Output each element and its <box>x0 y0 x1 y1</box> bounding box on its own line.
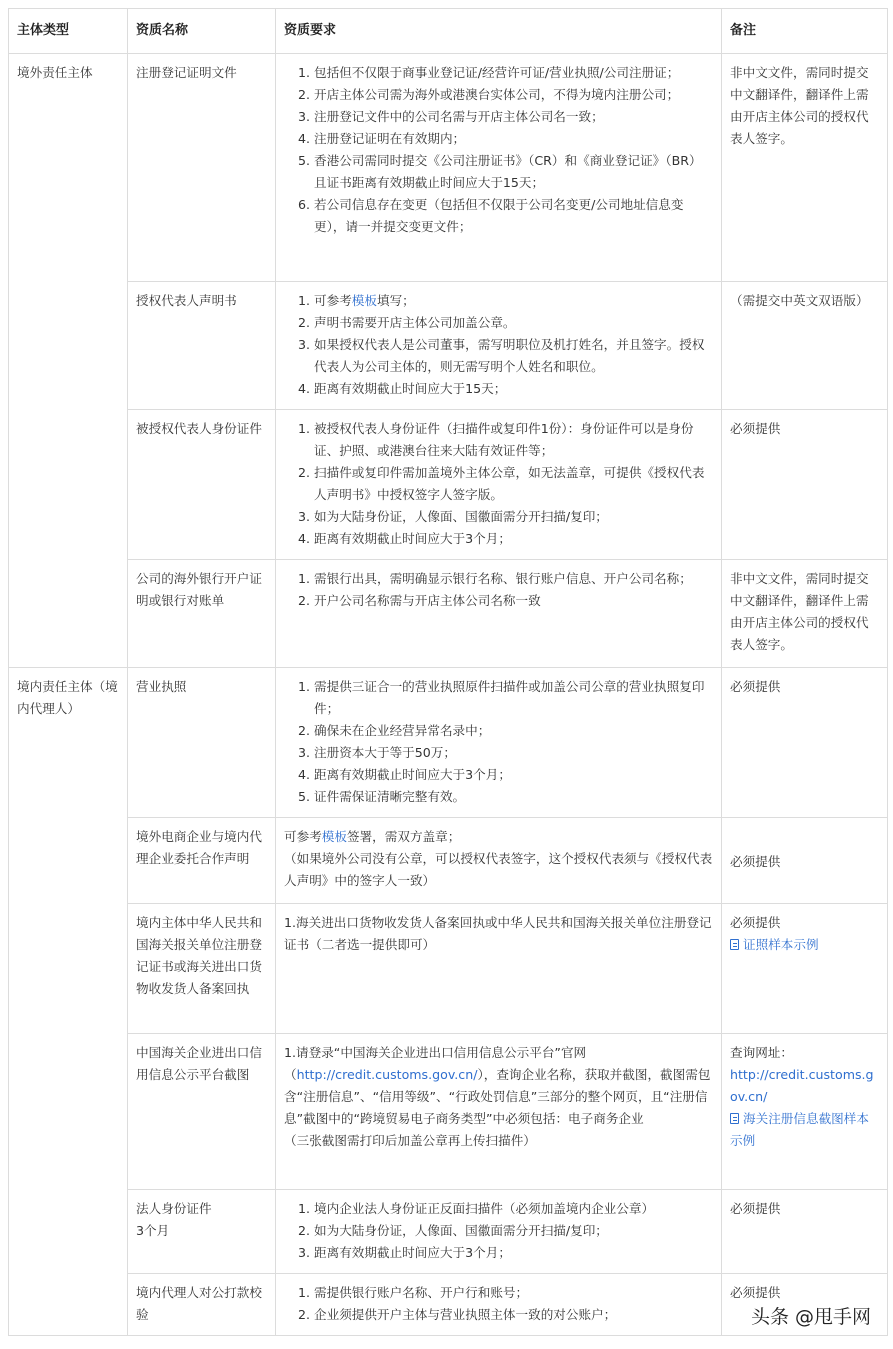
qualification-name: 公司的海外银行开户证明或银行对账单 <box>128 560 276 668</box>
note-cell: 必须提供 <box>722 410 888 560</box>
list-item: 2. 确保未在企业经营异常名录中； <box>314 720 713 742</box>
document-icon <box>730 1113 739 1124</box>
note-cell: 非中文文件，需同时提交中文翻译件，翻译件上需由开店主体公司的授权代表人签字。 <box>722 54 888 282</box>
list-item: 4. 距离有效期截止时间应大于15天； <box>314 378 713 400</box>
list-item: 2. 开店主体公司需为海外或港澳台实体公司，不得为境内注册公司； <box>314 84 713 106</box>
list-item: 3. 如为大陆身份证，人像面、国徽面需分开扫描/复印； <box>314 506 713 528</box>
query-url-link[interactable]: http://credit.customs.gov.cn/ <box>730 1067 874 1104</box>
requirement-text: 1.海关进出口货物收发货人备案回执或中华人民共和国海关报关单位注册登记证书（二者选一提供即可） <box>284 915 712 952</box>
qualification-name: 境内主体中华人民共和国海关报关单位注册登记证书或海关进出口货物收发货人备案回执 <box>128 904 276 1034</box>
list-item: 3. 如果授权代表人是公司董事，需写明职位及机打姓名，并且签字。授权代表人为公司主体的，则无需写明个人姓名和职位。 <box>314 334 713 378</box>
sample-link[interactable]: 海关注册信息截图样本示例 <box>730 1111 869 1148</box>
list-item: 4. 距离有效期截止时间应大于3个月； <box>314 764 713 786</box>
requirement-cell <box>276 560 722 668</box>
qualification-name: 营业执照 <box>128 668 276 818</box>
sample-link[interactable]: 证照样本示例 <box>730 934 879 956</box>
note-cell: （需提交中英文双语版） <box>722 282 888 410</box>
table-row <box>9 668 888 818</box>
requirement-cell: 1.请登录“中国海关企业进出口信用信息公示平台”官网（http://credit.customs.gov.cn/），查询企业名称，获取并截图，截图需包含“注册信息”、“信用等级”、“行政处罚信息”三部分的整个网页，且“注册信息”截图中的“跨境贸易电子商务类型”中必须包括：电子商务企业 （三张截图需打印后加盖公章再上传扫描件） <box>276 1034 722 1190</box>
list-item: 4. 注册登记证明在有效期内； <box>314 128 713 150</box>
template-link[interactable]: 模板 <box>321 829 347 844</box>
note-cell: 必须提供 <box>722 1190 888 1274</box>
list-item: 2. 扫描件或复印件需加盖境外主体公章，如无法盖章，可提供《授权代表人声明书》中授权签字人签字版。 <box>314 462 713 506</box>
list-item: 1. 包括但不仅限于商事业登记证/经营许可证/营业执照/公司注册证； <box>314 62 713 84</box>
requirement-cell <box>276 54 722 282</box>
list-item: 3. 注册资本大于等于50万； <box>314 742 713 764</box>
template-link[interactable]: 模板 <box>351 293 377 308</box>
list-item: 6. 若公司信息存在变更（包括但不仅限于公司名变更/公司地址信息变更），请一并提交变更文件； <box>314 194 713 238</box>
note-cell: 必须提供 <box>722 668 888 818</box>
list-item: 1. 境内企业法人身份证正反面扫描件（必须加盖境内企业公章） <box>314 1198 713 1220</box>
list-item: 4. 距离有效期截止时间应大于3个月； <box>314 528 713 550</box>
table-row <box>9 282 888 410</box>
list-item: 5. 证件需保证清晰完整有效。 <box>314 786 713 808</box>
table-row <box>9 560 888 668</box>
list-item: 1. 被授权代表人身份证件（扫描件或复印件1份）：身份证件可以是身份证、护照、或港澳台往来大陆有效证件等； <box>314 418 713 462</box>
note-cell: 必须提供 证照样本示例 <box>722 904 888 1034</box>
requirement-cell <box>276 668 722 818</box>
qualification-name: 境外电商企业与境内代理企业委托合作声明 <box>128 818 276 904</box>
qualification-name: 被授权代表人身份证件 <box>128 410 276 560</box>
qualification-name: 法人身份证件 3个月 <box>128 1190 276 1274</box>
note-cell: 查询网址： http://credit.customs.gov.cn/ 海关注册信息截图样本示例 <box>722 1034 888 1190</box>
note-cell: 必须提供 <box>722 818 888 904</box>
list-item: 2. 开户公司名称需与开店主体公司名称一致 <box>314 590 713 612</box>
header-type: 主体类型 <box>9 9 128 54</box>
list-item: 5. 香港公司需同时提交《公司注册证书》（CR）和《商业登记证》（BR）且证书距离有效期截止时间应大于15天； <box>314 150 713 194</box>
customs-url-link[interactable]: http://credit.customs.gov.cn/ <box>296 1067 478 1082</box>
table-row <box>9 904 888 1034</box>
list-item: 1. 可参考模板填写； <box>314 290 713 312</box>
list-item: 1. 需银行出具，需明确显示银行名称、银行账户信息、开户公司名称； <box>314 568 713 590</box>
subject-type: 境内责任主体（境内代理人） <box>9 668 128 1336</box>
table-row <box>9 1034 888 1190</box>
requirement-cell <box>276 410 722 560</box>
table-row <box>9 54 888 282</box>
requirement-cell <box>276 904 722 1034</box>
requirement-cell <box>276 1190 722 1274</box>
qualification-name: 中国海关企业进出口信用信息公示平台截图 <box>128 1034 276 1190</box>
requirement-text: （如果境外公司没有公章，可以授权代表签字，这个授权代表须与《授权代表人声明》中的签字人一致） <box>284 851 713 888</box>
qualification-table <box>8 8 888 1336</box>
table-row <box>9 818 888 904</box>
header-note: 备注 <box>722 9 888 54</box>
table-row <box>9 410 888 560</box>
list-item: 1. 需提供银行账户名称、开户行和账号； <box>314 1282 713 1304</box>
header-name: 资质名称 <box>128 9 276 54</box>
note-cell: 必须提供 <box>722 1274 888 1336</box>
note-cell: 非中文文件，需同时提交中文翻译件，翻译件上需由开店主体公司的授权代表人签字。 <box>722 560 888 668</box>
requirement-cell: 可参考模板签署，需双方盖章； （如果境外公司没有公章，可以授权代表签字，这个授权代表须与《授权代表人声明》中的签字人一致） <box>276 818 722 904</box>
header-requirement: 资质要求 <box>276 9 722 54</box>
requirement-text: （三张截图需打印后加盖公章再上传扫描件） <box>284 1133 536 1148</box>
list-item: 2. 声明书需要开店主体公司加盖公章。 <box>314 312 713 334</box>
list-item: 2. 企业须提供开户主体与营业执照主体一致的对公账户； <box>314 1304 713 1326</box>
list-item: 2. 如为大陆身份证，人像面、国徽面需分开扫描/复印； <box>314 1220 713 1242</box>
qualification-name: 境内代理人对公打款校验 <box>128 1274 276 1336</box>
list-item: 3. 距离有效期截止时间应大于3个月； <box>314 1242 713 1264</box>
table-row <box>9 1190 888 1274</box>
subject-type: 境外责任主体 <box>9 54 128 668</box>
list-item: 3. 注册登记文件中的公司名需与开店主体公司名一致； <box>314 106 713 128</box>
requirement-cell <box>276 1274 722 1336</box>
qualification-name: 注册登记证明文件 <box>128 54 276 282</box>
requirement-cell <box>276 282 722 410</box>
watermark: 头条 @甩手网 <box>750 1306 871 1328</box>
document-icon <box>730 939 739 950</box>
qualification-name: 授权代表人声明书 <box>128 282 276 410</box>
list-item: 1. 需提供三证合一的营业执照原件扫描件或加盖公司公章的营业执照复印件； <box>314 676 713 720</box>
table-header-row <box>9 9 888 54</box>
